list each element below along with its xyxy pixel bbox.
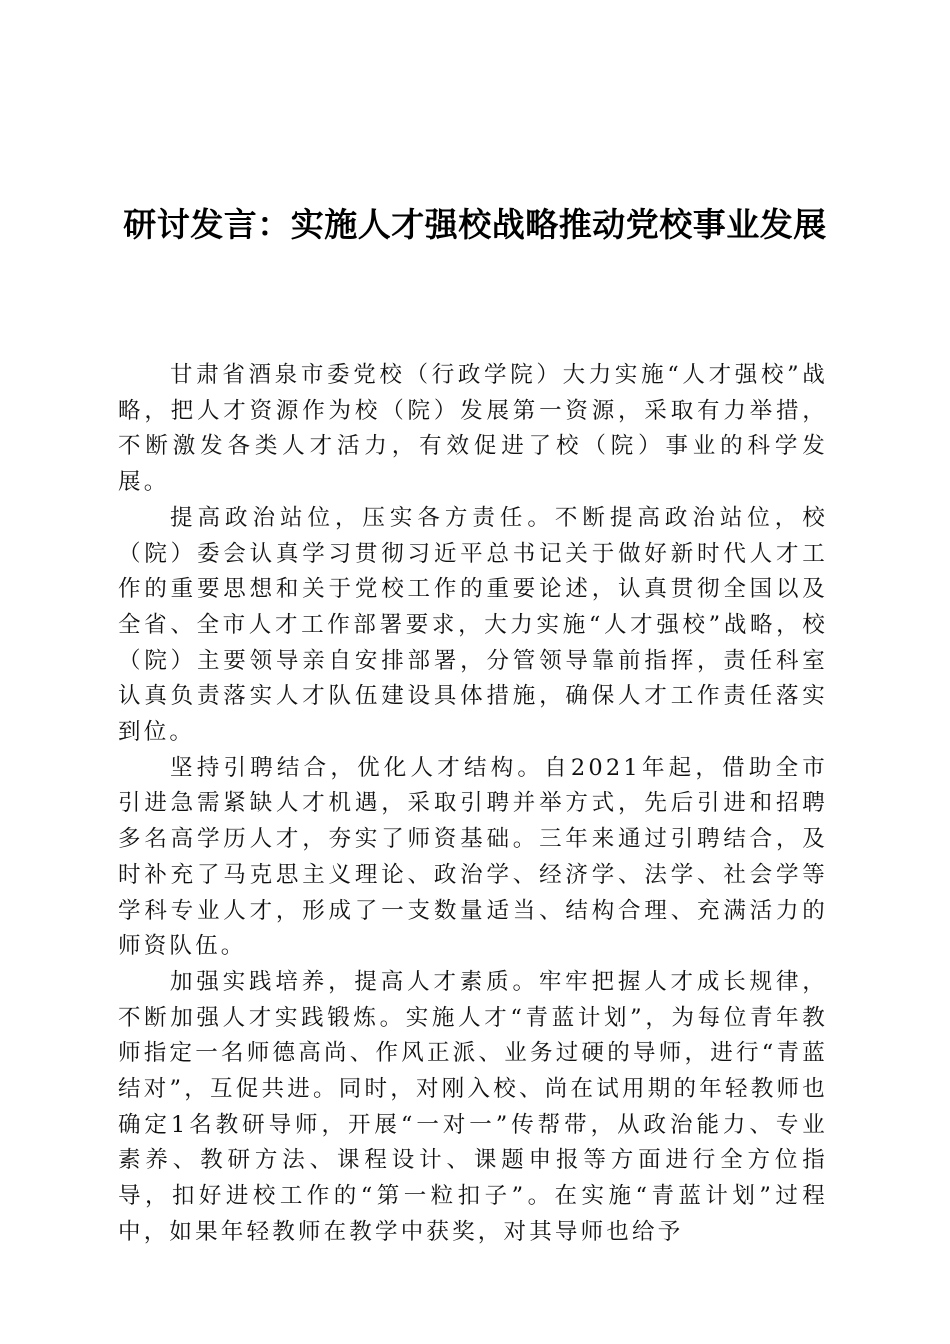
- paragraph-talent-recruitment: 坚持引聘结合，优化人才结构。自2021年起，借助全市引进急需紧缺人才机遇，采取引聘并举方式，先后引进和招聘多名高学历人才，夯实了师资基础。三年来通过引聘结合，及时补充了马克思主义理论、政治学、经济学、法学、社会学等学科专业人才，形成了一支数量适当、结构合理、充满活力的师资队伍。: [118, 754, 828, 960]
- paragraph-intro: 甘肃省酒泉市委党校（行政学院）大力实施“人才强校”战略，把人才资源作为校（院）发展第一资源，采取有力举措，不断激发各类人才活力，有效促进了校（院）事业的科学发展。: [118, 362, 828, 496]
- document-body: [118, 358, 828, 1251]
- document-title: 研讨发言：实施人才强校战略推动党校事业发展: [123, 205, 827, 244]
- paragraph-political-stance: 提高政治站位，压实各方责任。不断提高政治站位，校（院）委会认真学习贯彻习近平总书记关于做好新时代人才工作的重要思想和关于党校工作的重要论述，认真贯彻全国以及全省、全市人才工作部署要求，大力实施“人才强校”战略，校（院）主要领导亲自安排部署，分管领导靠前指挥，责任科室认真负责落实人才队伍建设具体措施，确保人才工作责任落实到位。: [118, 504, 828, 746]
- paragraph-practice-training: 加强实践培养，提高人才素质。牢牢把握人才成长规律，不断加强人才实践锻炼。实施人才“青蓝计划”，为每位青年教师指定一名师德高尚、作风正派、业务过硬的导师，进行“青蓝结对”，互促共进。同时，对刚入校、尚在试用期的年轻教师也确定1名教研导师，开展“一对一”传帮带，从政治能力、专业素养、教研方法、课程设计、课题申报等方面进行全方位指导，扣好进校工作的“第一粒扣子”。在实施“青蓝计划”过程中，如果年轻教师在教学中获奖，对其导师也给予: [118, 968, 828, 1245]
